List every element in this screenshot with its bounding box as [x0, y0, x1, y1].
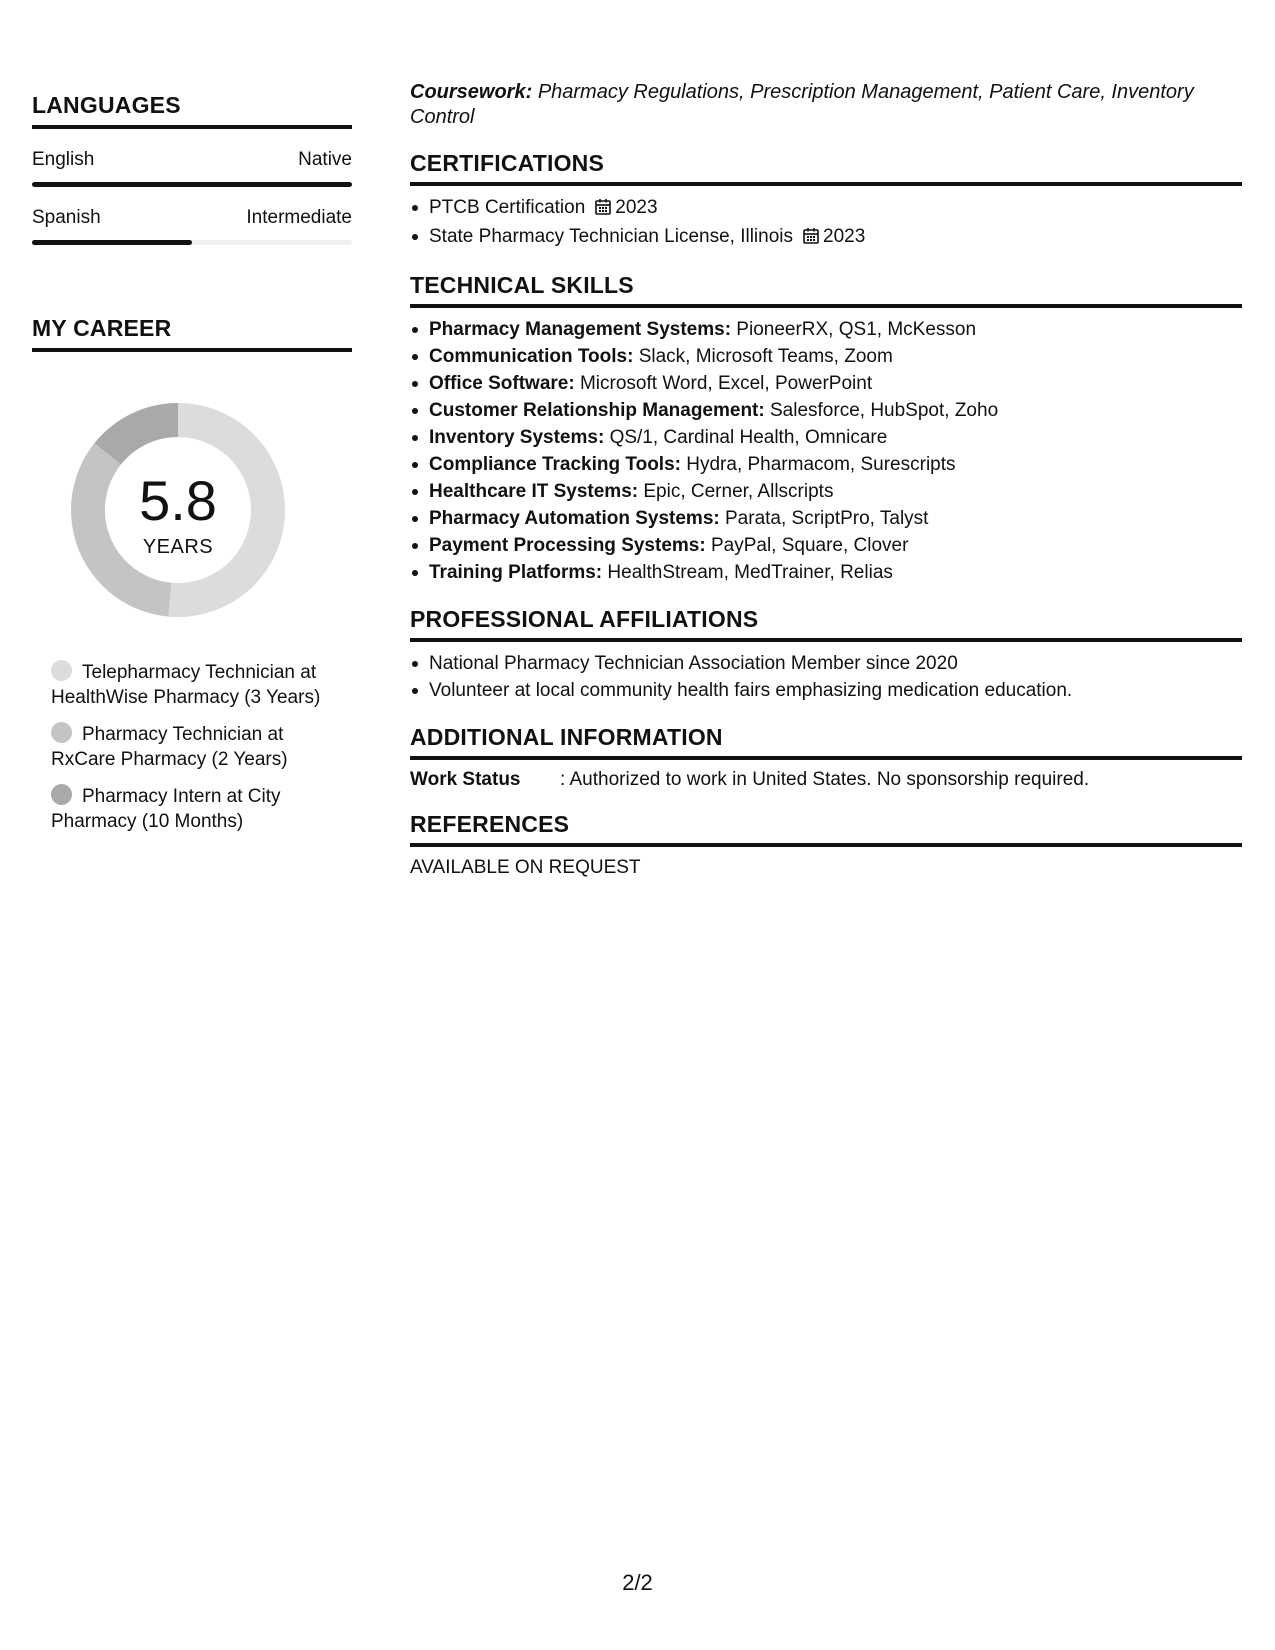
skill-item — [410, 316, 1242, 343]
language-proficiency-fill — [32, 182, 352, 187]
legend-swatch — [51, 722, 72, 743]
language-proficiency-bar — [32, 182, 352, 187]
language-name: Spanish — [32, 207, 101, 228]
skill-item — [410, 343, 1242, 370]
career-legend — [32, 660, 352, 834]
left-column — [32, 92, 352, 846]
coursework-line — [410, 80, 1242, 130]
language-level: Intermediate — [246, 207, 352, 228]
certifications-heading: CERTIFICATIONS — [410, 150, 1242, 186]
skill-label: Training Platforms: — [429, 562, 603, 583]
skill-label: Inventory Systems: — [429, 427, 605, 448]
language-item — [32, 207, 352, 245]
skill-item — [410, 559, 1242, 586]
skill-label: Compliance Tracking Tools: — [429, 454, 681, 475]
skills-section — [410, 272, 1242, 586]
certifications-section — [410, 150, 1242, 252]
additional-info-section — [410, 724, 1242, 791]
references-section — [410, 811, 1242, 879]
skill-value: QS/1, Cardinal Health, Omnicare — [609, 427, 888, 448]
skill-label: Pharmacy Automation Systems: — [429, 508, 720, 529]
skill-label: Customer Relationship Management: — [429, 400, 765, 421]
work-status-label: Work Status — [410, 769, 521, 790]
skills-list — [410, 316, 1242, 586]
legend-label: Pharmacy Intern at City Pharmacy (10 Months) — [51, 786, 281, 832]
additional-info-heading: ADDITIONAL INFORMATION — [410, 724, 1242, 760]
language-proficiency-bar — [32, 240, 352, 245]
skill-label: Office Software: — [429, 373, 575, 394]
legend-swatch — [51, 784, 72, 805]
skill-value: Epic, Cerner, Allscripts — [643, 481, 834, 502]
certifications-list — [410, 194, 1242, 252]
skill-value: Slack, Microsoft Teams, Zoom — [638, 346, 893, 367]
work-status-value: : Authorized to work in United States. No sponsorship required. — [560, 769, 1090, 790]
affiliation-item: Volunteer at local community health fairs emphasizing medication education. — [410, 677, 1242, 704]
legend-item — [51, 722, 341, 772]
skills-heading: TECHNICAL SKILLS — [410, 272, 1242, 308]
skill-value: Parata, ScriptPro, Talyst — [725, 508, 929, 529]
language-item — [32, 149, 352, 187]
language-level: Native — [298, 149, 352, 170]
legend-label: Pharmacy Technician at RxCare Pharmacy (2 Years) — [51, 724, 288, 770]
work-status-row — [410, 769, 1242, 791]
skill-item — [410, 424, 1242, 451]
coursework-label: Coursework: — [410, 81, 533, 103]
calendar-icon — [803, 225, 819, 252]
skill-value: Microsoft Word, Excel, PowerPoint — [579, 373, 873, 394]
skill-value: PayPal, Square, Clover — [710, 535, 909, 556]
coursework-text: Pharmacy Regulations, Prescription Management, Patient Care, Inventory Control — [410, 81, 1194, 128]
legend-item — [51, 660, 341, 710]
skill-value: HealthStream, MedTrainer, Relias — [607, 562, 893, 583]
certification-year: 2023 — [615, 197, 658, 218]
skill-label: Communication Tools: — [429, 346, 634, 367]
language-proficiency-fill — [32, 240, 192, 245]
affiliations-list — [410, 650, 1242, 704]
career-years-unit: YEARS — [142, 536, 214, 558]
affiliation-item: National Pharmacy Technician Association Member since 2020 — [410, 650, 1242, 677]
certification-name: State Pharmacy Technician License, Illinois — [429, 226, 794, 247]
page-number: 2/2 — [622, 1570, 653, 1595]
skill-item — [410, 397, 1242, 424]
skill-item — [410, 478, 1242, 505]
career-heading: MY CAREER — [32, 315, 352, 352]
skill-value: Salesforce, HubSpot, Zoho — [770, 400, 999, 421]
right-column — [410, 80, 1242, 879]
skill-item — [410, 532, 1242, 559]
language-name: English — [32, 149, 95, 170]
skill-value: PioneerRX, QS1, McKesson — [736, 319, 977, 340]
skill-item — [410, 451, 1242, 478]
affiliations-section — [410, 606, 1242, 704]
skill-item — [410, 370, 1242, 397]
legend-item — [51, 784, 341, 834]
languages-heading: LANGUAGES — [32, 92, 352, 129]
legend-swatch — [51, 660, 72, 681]
references-text: AVAILABLE ON REQUEST — [410, 857, 641, 878]
skill-item — [410, 505, 1242, 532]
legend-label: Telepharmacy Technician at HealthWise Pharmacy (3 Years) — [51, 662, 321, 708]
skill-label: Pharmacy Management Systems: — [429, 319, 732, 340]
skill-label: Healthcare IT Systems: — [429, 481, 639, 502]
certification-name: PTCB Certification — [429, 197, 586, 218]
career-donut-chart — [64, 396, 292, 624]
calendar-icon — [595, 196, 611, 223]
certification-item — [410, 194, 1242, 223]
references-heading: REFERENCES — [410, 811, 1242, 847]
certification-year: 2023 — [823, 226, 866, 247]
certification-item — [410, 223, 1242, 252]
affiliations-heading: PROFESSIONAL AFFILIATIONS — [410, 606, 1242, 642]
career-total-years: 5.8 — [139, 469, 217, 532]
skill-value: Hydra, Pharmacom, Surescripts — [686, 454, 956, 475]
skill-label: Payment Processing Systems: — [429, 535, 706, 556]
